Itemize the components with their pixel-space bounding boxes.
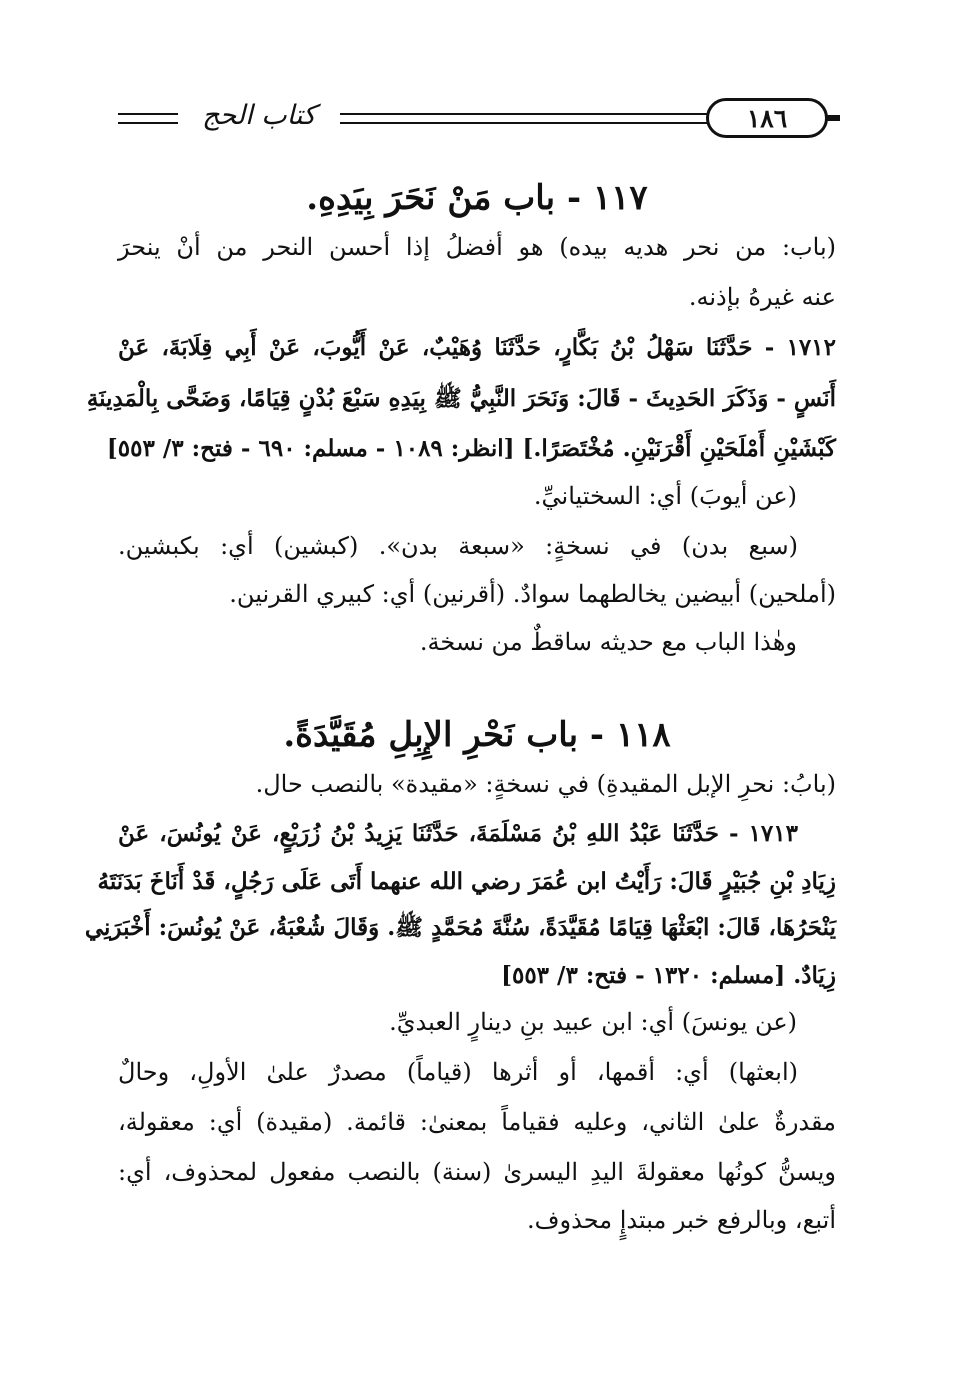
commentary-line: (عن أيوبَ) أي: السختيانيِّ.: [533, 482, 797, 510]
commentary-line: عنه غيرهُ بإذنه.: [688, 283, 836, 311]
book-title: كتاب الحج: [202, 100, 316, 131]
header-rule-right: [826, 115, 840, 121]
commentary-line: (باب: من نحر هديه بيده) هو أفضلُ إذا أحسن النحر من أنْ ينحرَ: [118, 233, 836, 261]
commentary-line: (ابعثها) أي: أقمها، أو أثرها (قياماً) مصدرٌ علىٰ الأولِ، وحالٌ: [118, 1058, 798, 1086]
commentary-line: مقدرةٌ علىٰ الثاني، وعليه فقياماً بمعنىٰ: قائمة. (مقيدة) أي: معقولة،: [118, 1108, 837, 1136]
commentary-line: وهٰذا الباب مع حديثه ساقطٌ من نسخة.: [419, 628, 797, 656]
chapter-heading: ١١٨ - باب نَحْرِ الإِبِلِ مُقَيَّدَةً.: [283, 715, 671, 755]
commentary-line: (أملحين) أبيضين يخالطهما سوادٌ. (أقرنين) أي: كبيري القرنين.: [229, 580, 836, 608]
hadith-line: أَنَسٍ - وَذَكَرَ الحَدِيثَ - قَالَ: وَنَحَرَ النَّبِيُّ ﷺ بِيَدِهِ سَبْعَ بُدْنٍ قِيَامًا، وَضَحَّى بِالْمَدِينَةِ: [86, 385, 836, 412]
commentary-line: ويسنُّ كونُها معقولةَ اليدِ اليسرىٰ (سنة) بالنصب مفعول لمحذوف، أي:: [118, 1158, 836, 1186]
hadith-line: ١٧١٣ - حَدَّثَنَا عَبْدُ اللهِ بْنُ مَسْلَمَةَ، حَدَّثَنَا يَزِيدُ بْنُ زُرَيْعٍ، عَنْ يُونُسَ، عَنْ: [118, 820, 798, 847]
header-rule-left: [118, 113, 178, 124]
commentary-line: (سبع بدن) في نسخةٍ: «سبعة بدن». (كبشين) أي: بكبشين.: [118, 532, 798, 560]
page-number-badge: [706, 98, 828, 138]
commentary-line: أتبع، وبالرفع خبر مبتدإٍ محذوف.: [527, 1206, 836, 1234]
hadith-line: كَبْشَيْنِ أَمْلَحَيْنِ أَقْرَنَيْنِ. مُخْتَصَرًا.] [انظر: ١٠٨٩ - مسلم: ٦٩٠ - فتح: ٣/ ٥٥٣]: [106, 435, 836, 462]
chapter-heading: ١١٧ - باب مَنْ نَحَرَ بِيَدِهِ.: [306, 178, 648, 218]
running-header: [118, 96, 836, 144]
hadith-line: زِيَادِ بْنِ جُبَيْرٍ قَالَ: رَأَيْتُ ابن عُمَرَ رضي الله عنهما أَتَى عَلَى رَجُلٍ، قَدْ أَنَاخَ بَدَنَتَهُ: [97, 868, 836, 895]
hadith-line: يَنْحَرُهَا، قَالَ: ابْعَثْهَا قِيَامًا مُقَيَّدَةً، سُنَّةَ مُحَمَّدٍ ﷺ. وَقَالَ شُعْبَةُ، عَنْ يُونُسَ: أَخْبَرَنِي: [84, 914, 836, 941]
commentary-line: (عن يونسَ) أي: ابن عبيد بنِ دينارٍ العبديِّ.: [389, 1008, 797, 1036]
hadith-line: ١٧١٢ - حَدَّثَنَا سَهْلُ بْنُ بَكَّارٍ، حَدَّثَنَا وُهَيْبٌ، عَنْ أَيُّوبَ، عَنْ أَبِي قِلَابَةَ، عَنْ: [118, 334, 836, 361]
commentary-line: (بابُ: نحرِ الإبل المقيدةِ) في نسخةٍ: «مقيدة» بالنصب حال.: [255, 770, 836, 798]
hadith-line: زِيَادٌ. [مسلم: ١٣٢٠ - فتح: ٣/ ٥٥٣]: [501, 962, 836, 989]
page-number: ١٨٦: [746, 103, 788, 133]
